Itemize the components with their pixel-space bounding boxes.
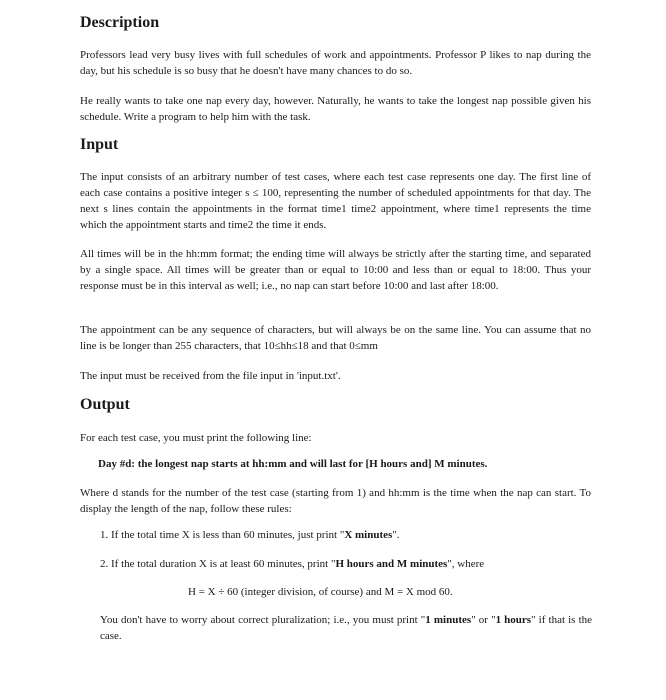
- p3-bold-1: 1 minutes: [425, 614, 472, 626]
- p3-bold-2: 1 hours: [495, 614, 532, 626]
- output-paragraph-1: For each test case, you must print the following line:: [80, 432, 312, 444]
- input-paragraph-3: The appointment can be any sequence of characters, but will always be on the same line. You can assume that no line is be longer than 255 characters, that 10≤hh≤18 and that 0≤mm: [80, 324, 591, 352]
- output-paragraph-2: Where d stands for the number of the test case (starting from 1) and hh:mm is the time when the nap can start. To display the length of the nap, follow these rules:: [80, 487, 591, 515]
- rule-2: [100, 556, 580, 572]
- rule-1-suffix: ".: [392, 529, 400, 541]
- input-paragraph-1: The input consists of an arbitrary number of test cases, where each test case represents one day. The first line of each case contains a positive integer s ≤ 100, representing the number of scheduled appointments for that day. The next s lines contain the appointments in the format time1 time2 appointment, where time1 represents the time which the appointment starts and time2 the time it ends.: [80, 171, 591, 231]
- p3-suffix: " if that is the case.: [100, 614, 593, 642]
- output-format-line: Day #d: the longest nap starts at hh:mm and will last for [H hours and] M minutes.: [98, 458, 488, 470]
- p3-prefix: You don't have to worry about correct pluralization; i.e., you must print ": [100, 614, 426, 626]
- rule-2-suffix: ", where: [447, 558, 485, 570]
- p3-mid: " or ": [471, 614, 496, 626]
- rule-2-prefix: 2. If the total duration X is at least 60 minutes, print ": [100, 558, 336, 570]
- description-paragraph-2: He really wants to take one nap every day, however. Naturally, he wants to take the longest nap possible given his schedule. Write a program to help him with the task.: [80, 95, 591, 123]
- rule-2-bold: H hours and M minutes: [335, 558, 448, 570]
- rule-1-bold: X minutes: [344, 529, 393, 541]
- rule-1-prefix: 1. If the total time X is less than 60 minutes, just print ": [100, 529, 345, 541]
- input-heading: Input: [80, 136, 119, 153]
- input-paragraph-2: All times will be in the hh:mm format; the ending time will always be strictly after the starting time, and separated by a single space. All times will be greater than or equal to 10:00 and less than or equal to 18:00. Thus your response must be in this interval as well; i.e., no nap can start before 10:00 and last after 18:00.: [80, 248, 591, 292]
- description-heading: Description: [80, 14, 160, 31]
- output-paragraph-3: [100, 612, 592, 644]
- rule-1: [100, 527, 580, 543]
- output-heading: Output: [80, 396, 130, 413]
- input-paragraph-4: The input must be received from the file input in 'input.txt'.: [80, 370, 341, 382]
- description-paragraph-1: Professors lead very busy lives with full schedules of work and appointments. Professor P likes to nap during the day, but his schedule is so busy that he doesn't have many chances to do so.: [80, 49, 591, 77]
- formula-line: H = X ÷ 60 (integer division, of course) and M = X mod 60.: [188, 586, 453, 598]
